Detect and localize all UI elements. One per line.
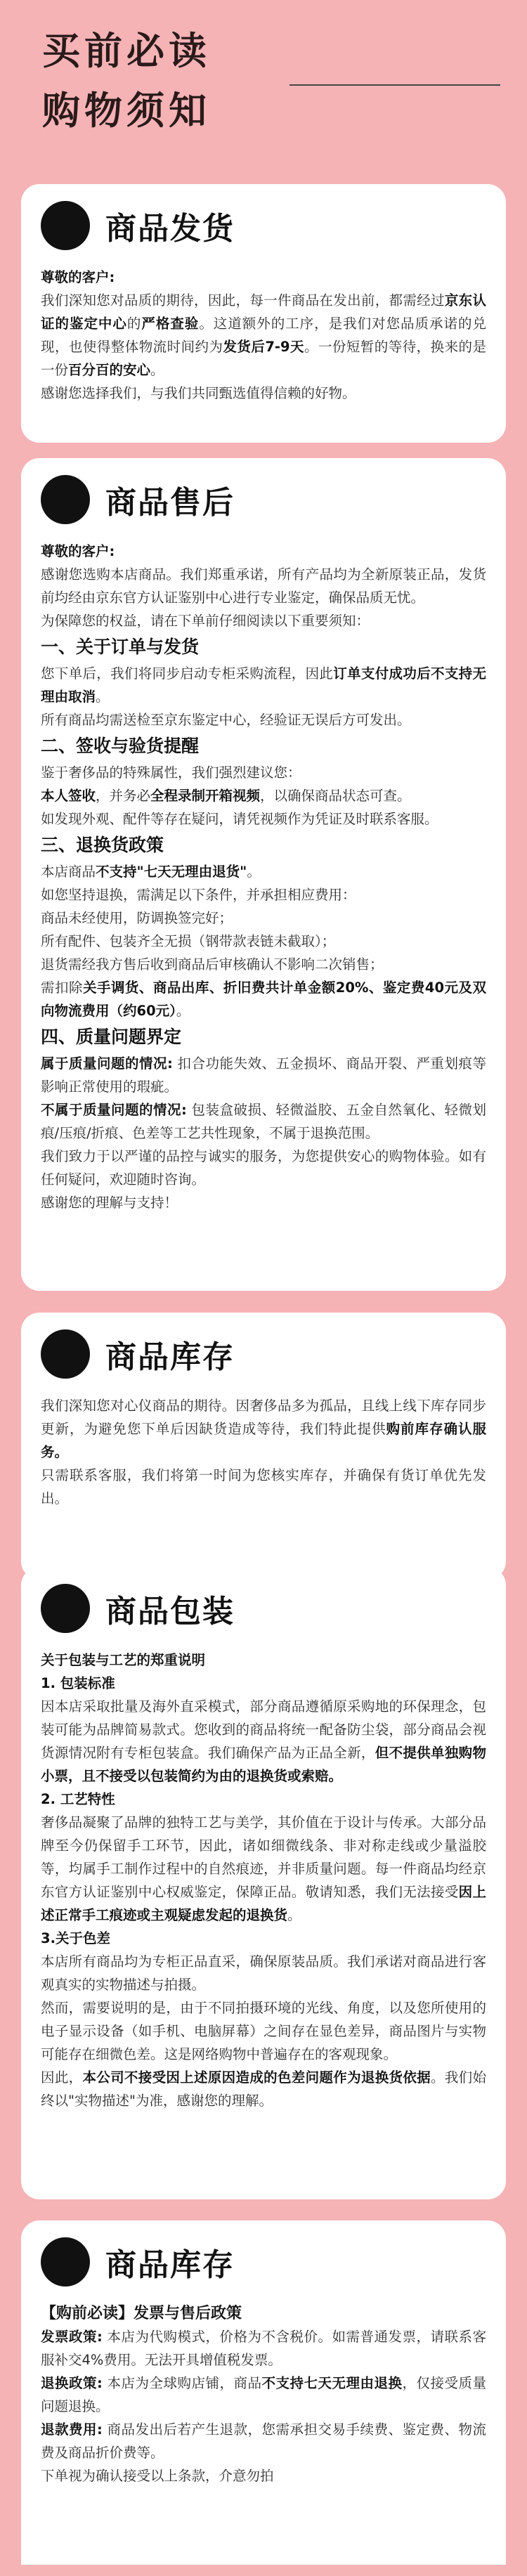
card-header [41, 1581, 486, 1636]
bullet-dot-icon [41, 1329, 90, 1379]
hero-title-line2: 购物须知 [42, 89, 211, 133]
bullet-dot-icon [41, 2237, 90, 2286]
craft-paragraph: 奢侈品凝聚了品牌的独特工艺与美学，其价值在于设计与传承。大部分品牌至今仍保留手工环节，因此，诸如细微线条、非对称走线或少量溢胶等，均属手工制作过程中的自然痕迹，并非质量问题。每一件商品均经京东官方认证鉴别中心权威鉴定，保障正品。敬请知悉，我们无法接受因上述正常手工痕迹或主观疑虑发起的退换货。 [41, 1814, 486, 1923]
packaging-card [21, 1567, 506, 2199]
advice-paragraph: 鉴于奢侈品的特殊属性，我们强烈建议您： [41, 765, 301, 781]
section-heading: 3.关于色差 [41, 1930, 110, 1946]
card-header [41, 472, 486, 527]
card-title: 商品发货 [105, 211, 235, 247]
section-heading: 1. 包装标准 [41, 1675, 115, 1691]
shipping-paragraph: 我们深知您对品质的期待，因此，每一件商品在发出前，都需经过京东认证的鉴定中心的严格查验。这道额外的工序，是我们对您品质承诺的兑现，也使得整体物流时间约为发货后7-9天。一份短暂的等待，换来的是一份百分百的安心。 [41, 292, 486, 378]
color-explain-paragraph: 然而，需要说明的是，由于不同拍摄环境的光线、角度，以及您所使用的电子显示设备（如手机、电脑屏幕）之间存在显色差异，商品图片与实物可能存在细微色差。这是网络购物中普遍存在的客观现象。 [41, 2000, 486, 2062]
packaging-paragraph: 因本店采取批量及海外直采模式，部分商品遵循原采购地的环保理念，包装可能为品牌简易款式。您收到的商品将统一配备防尘袋，部分商品会视货源情况附有专柜包装盒。我们确保产品为正品全新，但不提供单独购物小票，且不接受以包装简约为由的退换货或索赔。 [41, 1698, 486, 1784]
fee-paragraph: 需扣除关手调货、商品出库、折旧费共计单金额20%、鉴定费40元及双向物流费用（约60元）。 [41, 980, 486, 1019]
section-heading: 2. 工艺特性 [41, 1791, 115, 1807]
color-paragraph: 本店所有商品均为专柜正品直采，确保原装品质。我们承诺对商品进行客观真实的实物描述与拍摄。 [41, 1953, 486, 1993]
color-policy-paragraph: 因此，本公司不接受因上述原因造成的色差问题作为退换货依据。我们始终以"实物描述"为准，感谢您的理解。 [41, 2069, 486, 2109]
card-title: 商品包装 [105, 1594, 235, 1629]
quality-paragraph: 属于质量问题的情况: 扣合功能失效、五金损坏、商品开裂、严重划痕等影响正常使用的瑕疵。 [41, 1055, 486, 1095]
condition-item: 所有配件、包装齐全无损（钢带款表链未截取）； [41, 933, 336, 949]
inventory-contact-paragraph: 只需联系客服，我们将第一时间为您核实库存，并确保有货订单优先发出。 [41, 1467, 486, 1507]
bullet-dot-icon [41, 1584, 90, 1633]
bullet-dot-icon [41, 475, 90, 524]
commitment-paragraph: 我们致力于以严谨的品控与诚实的服务，为您提供安心的购物体验。如有任何疑问，欢迎随时咨询。 [41, 1148, 486, 1188]
return-paragraph: 本店商品不支持"七天无理由退货"。 [41, 864, 261, 880]
card-header [41, 1327, 486, 1381]
section-heading: 四、质量问题界定 [41, 1027, 182, 1047]
card-title: 商品售后 [105, 485, 235, 521]
inspection-paragraph: 所有商品均需送检至京东鉴定中心，经验证无误后方可发出。 [41, 712, 411, 728]
invoice-policy-card [21, 2220, 506, 2565]
section-heading: 一、关于订单与发货 [41, 637, 200, 657]
card-title: 商品库存 [105, 2247, 235, 2283]
contact-paragraph: 如发现外观、配件等存在疑问，请凭视频作为凭证及时联系客服。 [41, 811, 438, 827]
shipping-card [21, 184, 506, 443]
card-title: 商品库存 [105, 1339, 235, 1375]
inventory-paragraph: 我们深知您对心仪商品的期待。因奢侈品多为孤品，且线上线下库存同步更新，为避免您下单后因缺货造成等待，我们特此提供购前库存确认服务。 [41, 1398, 486, 1460]
card-header [41, 198, 486, 253]
thanks-paragraph: 感谢您的理解与支持！ [41, 1195, 178, 1211]
order-paragraph: 您下单后，我们将同步启动专柜采购流程，因此订单支付成功后不支持无理由取消。 [41, 665, 486, 705]
greeting: 尊敬的客户: [41, 543, 115, 559]
hero-title-line1: 买前必读 [42, 29, 211, 73]
condition-item: 退货需经我方售后收到商品后审核确认不影响二次销售； [41, 956, 384, 972]
card-header [41, 2235, 486, 2289]
invoice-paragraph: 发票政策: 本店为代购模式，价格为不含税价。如需普通发票，请联系客服补交4%费用。无法开具增值税发票。 [41, 2329, 486, 2368]
notice-paragraph: 为保障您的权益，请在下单前仔细阅读以下重要须知： [41, 613, 370, 629]
section-heading: 二、签收与验货提醒 [41, 736, 200, 756]
policy-subtitle: 【购前必读】发票与售后政策 [41, 2305, 242, 2322]
refund-fee-paragraph: 退款费用: 商品发出后若产生退款，您需承担交易手续费、鉴定费、物流费及商品折价费等。 [41, 2421, 486, 2461]
condition-item: 商品未经使用，防调换签完好； [41, 910, 233, 926]
confirm-paragraph: 下单视为确认接受以上条款，介意勿拍 [41, 2468, 274, 2484]
hero-header [0, 0, 527, 176]
signing-paragraph: 本人签收，并务必全程录制开箱视频，以确保商品状态可查。 [41, 788, 411, 804]
inventory-card [21, 1313, 506, 1580]
thanks-paragraph: 感谢您选择我们，与我们共同甄选值得信赖的好物。 [41, 385, 356, 401]
non-quality-paragraph: 不属于质量问题的情况: 包装盒破损、轻微溢胶、五金自然氧化、轻微划痕/压痕/折痕、色差等工艺共性现象，不属于退换范围。 [41, 1102, 486, 1141]
condition-paragraph: 如您坚持退换，需满足以下条件，并承担相应费用： [41, 887, 356, 903]
bullet-dot-icon [41, 201, 90, 250]
hero-divider [289, 84, 500, 86]
intro-paragraph: 感谢您选购本店商品。我们郑重承诺，所有产品均为全新原装正品，发货前均经由京东官方认证鉴别中心进行专业鉴定，确保品质无忧。 [41, 566, 486, 606]
greeting: 尊敬的客户: [41, 269, 115, 285]
packaging-subtitle: 关于包装与工艺的郑重说明 [41, 1652, 206, 1668]
after-sales-card [21, 458, 506, 1291]
return-policy-paragraph: 退换政策: 本店为全球购店铺，商品不支持七天无理由退换，仅接受质量问题退换。 [41, 2375, 486, 2414]
section-heading: 三、退换货政策 [41, 835, 164, 855]
